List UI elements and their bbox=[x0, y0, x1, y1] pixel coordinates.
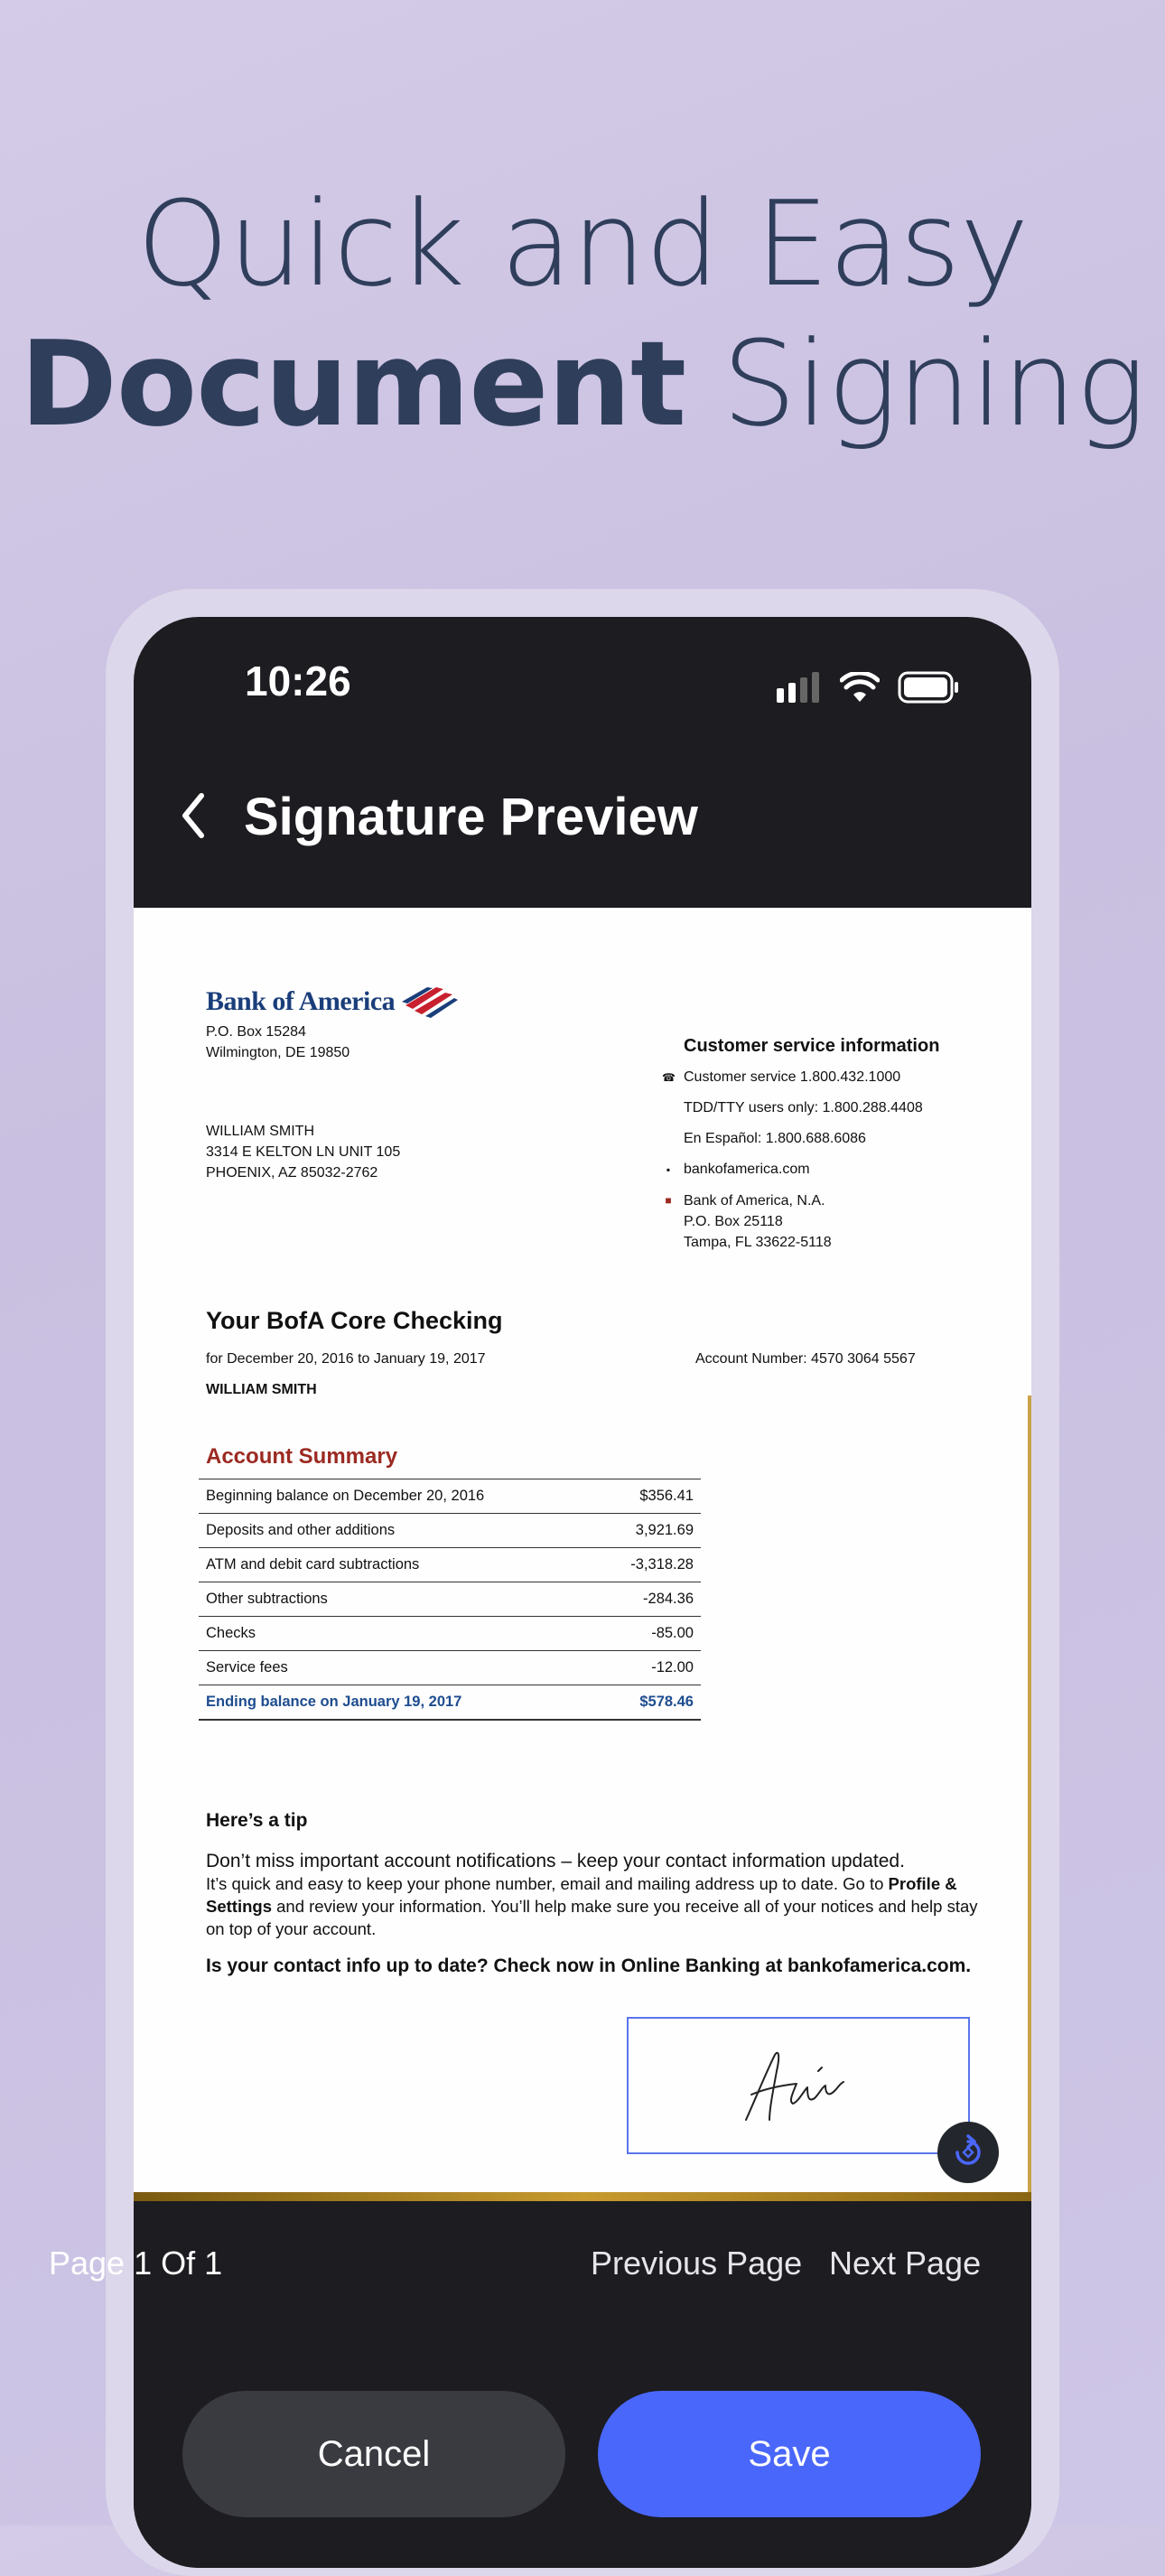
table-row bbox=[199, 1582, 701, 1617]
page-info: Page 1 Of 1 bbox=[49, 2245, 223, 2282]
bank-logo bbox=[206, 985, 458, 1018]
previous-page-button[interactable]: Previous Page bbox=[591, 2245, 803, 2282]
cs-web: bankofamerica.com bbox=[684, 1162, 810, 1177]
back-button[interactable] bbox=[157, 779, 229, 852]
page-title: Signature Preview bbox=[244, 788, 698, 846]
row-value: -85.00 bbox=[651, 1625, 694, 1641]
table-row bbox=[199, 1651, 701, 1685]
row-value: 3,921.69 bbox=[635, 1522, 694, 1538]
cs-row bbox=[662, 1093, 1005, 1124]
row-label: Other subtractions bbox=[206, 1591, 328, 1607]
account-title: Your BofA Core Checking bbox=[206, 1307, 503, 1334]
row-label: Deposits and other additions bbox=[206, 1522, 396, 1538]
account-summary-table bbox=[199, 1479, 701, 1721]
tip-section bbox=[206, 1809, 983, 1977]
next-page-button[interactable]: Next Page bbox=[829, 2245, 982, 2282]
table-row bbox=[199, 1514, 701, 1548]
row-value: $578.46 bbox=[639, 1694, 694, 1710]
cancel-button[interactable]: Cancel bbox=[182, 2391, 565, 2517]
scan-edge-bottom bbox=[134, 2192, 1031, 2201]
row-label: Checks bbox=[206, 1625, 256, 1641]
cs-espanol: En Español: 1.800.688.6086 bbox=[684, 1131, 866, 1146]
row-label: ATM and debit card subtractions bbox=[206, 1556, 420, 1573]
customer-service-title: Customer service information bbox=[684, 1036, 940, 1056]
cs-row bbox=[662, 1185, 1005, 1253]
table-row bbox=[199, 1479, 701, 1514]
bank-address-line: P.O. Box 15284 bbox=[206, 1024, 306, 1040]
account-number: Account Number: 4570 3064 5567 bbox=[695, 1351, 916, 1367]
tip-title: Here’s a tip bbox=[206, 1810, 308, 1831]
row-value: -3,318.28 bbox=[630, 1556, 694, 1573]
row-label: Ending balance on January 19, 2017 bbox=[206, 1694, 462, 1710]
cs-tdd: TDD/TTY users only: 1.800.288.4408 bbox=[684, 1100, 923, 1115]
battery-icon bbox=[898, 671, 961, 704]
chevron-left-icon bbox=[180, 792, 207, 839]
row-value: -284.36 bbox=[643, 1591, 694, 1607]
cs-mail bbox=[684, 1185, 832, 1253]
bank-flag-icon bbox=[400, 985, 458, 1018]
scan-edge bbox=[1028, 1395, 1031, 2199]
tip-lead: Don’t miss important account notifications – keep your contact information updated. bbox=[206, 1851, 905, 1871]
row-label: Beginning balance on December 20, 2016 bbox=[206, 1488, 485, 1504]
customer-address-line: PHOENIX, AZ 85032-2762 bbox=[206, 1165, 378, 1181]
row-value: $356.41 bbox=[639, 1488, 694, 1504]
cs-phone: Customer service 1.800.432.1000 bbox=[684, 1069, 901, 1085]
rotate-icon bbox=[950, 2134, 986, 2170]
customer-service-info bbox=[662, 1036, 1005, 1253]
headline-line-2 bbox=[0, 312, 1165, 456]
bank-address-line: Wilmington, DE 19850 bbox=[206, 1045, 350, 1060]
cs-mail-line: Bank of America, N.A. bbox=[684, 1193, 825, 1209]
headline bbox=[0, 176, 1165, 456]
tip-cta: Is your contact info up to date? Check now in Online Banking at bankofamerica.com. bbox=[206, 1955, 972, 1976]
bank-name: Bank of America bbox=[206, 986, 396, 1016]
customer-address bbox=[206, 1121, 400, 1183]
ending-balance-row bbox=[199, 1685, 701, 1721]
cs-mail-line: P.O. Box 25118 bbox=[684, 1214, 783, 1229]
cs-row bbox=[662, 1124, 1005, 1154]
signature bbox=[629, 2019, 968, 2152]
headline-rest: Signing bbox=[722, 315, 1146, 453]
tip-body-text: and review your information. You’ll help make sure you receive all of your notices and help stay on top of your account. bbox=[206, 1897, 978, 1938]
document-preview bbox=[134, 908, 1031, 2201]
nav-bar bbox=[134, 761, 1031, 870]
cs-mail-line: Tampa, FL 33622-5118 bbox=[684, 1235, 832, 1250]
signature-box[interactable] bbox=[627, 2017, 970, 2154]
table-row bbox=[199, 1548, 701, 1582]
wifi-icon bbox=[840, 672, 880, 703]
cs-row bbox=[662, 1062, 1005, 1093]
row-value: -12.00 bbox=[651, 1659, 694, 1675]
tip-body-text: It’s quick and easy to keep your phone number, email and mailing address up to date. Go to bbox=[206, 1874, 889, 1893]
customer-address-line: 3314 E KELTON LN UNIT 105 bbox=[206, 1144, 401, 1160]
tip-body-bold: Profile & Settings bbox=[206, 1874, 957, 1916]
headline-bold: Document bbox=[19, 315, 686, 453]
phone-icon: ☎ bbox=[662, 1071, 676, 1084]
cellular-signal-icon bbox=[777, 672, 822, 703]
status-time: 10:26 bbox=[245, 658, 351, 705]
cs-row bbox=[662, 1154, 1005, 1185]
rotate-signature-button[interactable] bbox=[937, 2122, 999, 2183]
row-label: Service fees bbox=[206, 1659, 288, 1675]
summary-title: Account Summary bbox=[206, 1444, 398, 1469]
bank-address bbox=[206, 1022, 350, 1063]
mail-icon: ■ bbox=[665, 1194, 672, 1207]
customer-address-line: WILLIAM SMITH bbox=[206, 1124, 315, 1139]
headline-line-1: Quick and Easy bbox=[136, 175, 1029, 313]
web-icon: ▪ bbox=[666, 1163, 671, 1176]
account-holder: WILLIAM SMITH bbox=[206, 1382, 317, 1397]
statement-period: for December 20, 2016 to January 19, 2017 bbox=[206, 1351, 486, 1367]
status-icons bbox=[777, 669, 961, 705]
save-button[interactable]: Save bbox=[598, 2391, 981, 2517]
table-row bbox=[199, 1617, 701, 1651]
tip-body bbox=[206, 1872, 983, 1940]
